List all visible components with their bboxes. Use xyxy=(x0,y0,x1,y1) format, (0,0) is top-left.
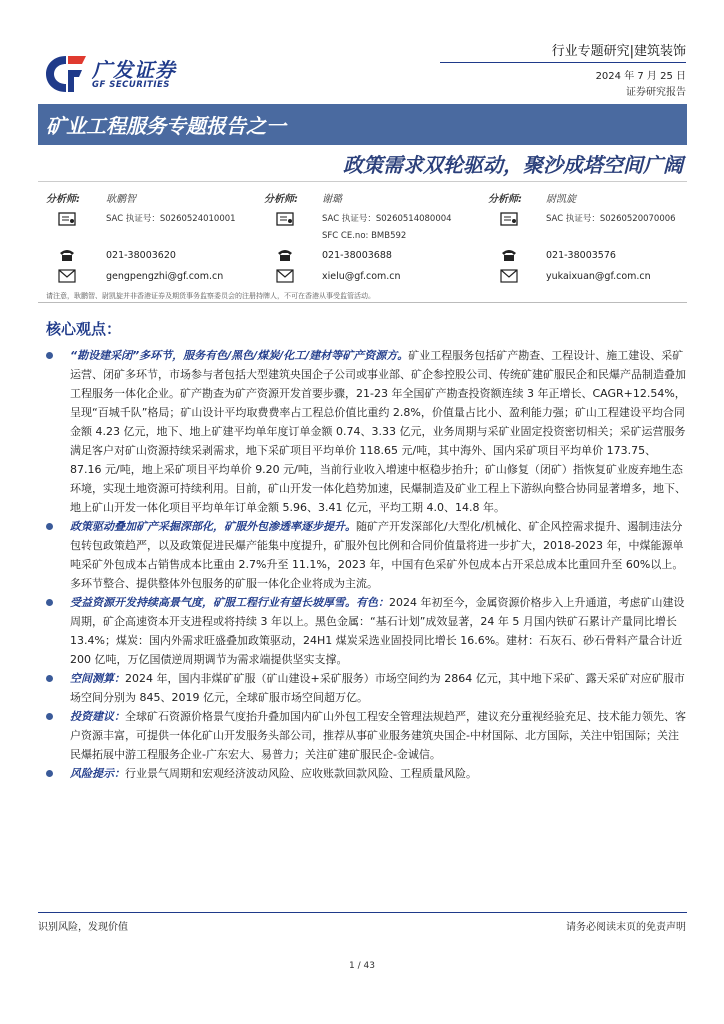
list-item xyxy=(46,669,687,707)
core-views-list xyxy=(46,346,687,783)
gf-logo-icon xyxy=(44,54,88,94)
bullet-lead: 投资建议： xyxy=(70,710,125,723)
bullet-dot-icon xyxy=(46,599,53,606)
phone-icon xyxy=(500,248,518,262)
subtitle-banner xyxy=(38,145,687,182)
analyst-name: 谢璐 xyxy=(322,194,342,205)
report-category: 行业专题研究|建筑装饰 xyxy=(551,44,686,59)
bullet-text: 矿业工程服务包括矿产勘查、工程设计、施工建设、采矿运营、闭矿多环节，市场参与者包括大型建筑央国企子公司或事业部、矿企参控股公司、传统矿建矿服民企和民爆产品制造叠加工程服务一体化企业。矿产勘查为矿产资源开发首要步骤，21-23 年全国矿产勘查投资额连续 3 年正增长、CAGR+12.54%，呈现“百城千队”格局；矿山设计平均取费费率占工程总价值比重约 2.8%，价值量占比小、盈利能力强；矿山工程建设平均合同金额 4.23 亿元，地下、地上矿建平均单年度订单金额 0.74、3.33 亿元，业务周期与采矿业固定投资密切相关；采矿运营服务满足客户对矿山资源持续采剥需求，地下采矿项目平均单价 118.65 元/吨，其中海外、国内采矿项目平均单价 173.75、87.16 元/吨，地上采矿项目平均单价 9.20 元/吨，当前行业收入增速中枢稳步抬升；矿山修复（闭矿）指恢复矿业废弃地生态环境，实现土地资源可持续利用。目前，矿山开发一体化趋势加速，民爆制造及矿业工程上下游纵向整合协同显著增多，地下、地上矿山开发一体化项目平均单年订单金额 5.96、3.41 亿元，平均工期 4.0、14.8 年。 xyxy=(70,349,686,514)
footer-disclaimer-note: 请务必阅读末页的免责声明 xyxy=(566,922,686,933)
logo-text-cn: 广发证券 xyxy=(92,58,176,82)
bullet-dot-icon xyxy=(46,523,53,530)
bullet-lead: 空间测算： xyxy=(70,672,125,685)
analyst-disclaimer: 请注意，耿鹏智、尉凯旋并非香港证券及期货事务监察委员会的注册持牌人，不可在香港从事受监管活动。 xyxy=(46,292,375,300)
certificate-icon xyxy=(500,212,518,226)
analyst-phone: 021-38003576 xyxy=(546,250,616,261)
bullet-text: 2024 年初至今，金属资源价格步入上升通道，考虑矿山建设周期，矿企高速资本开支进程或将持续 3 年以上。黑色金属：“基石计划”成效显著，24 年 5 月国内铁矿石累计产量同比增长 13.4%；煤炭：国内外需求旺盛叠加政策驱动，24H1 煤炭采选业固投同比增长 16.6%。建材：石灰石、砂石骨料产量合计近 200 亿吨，万亿国债逆周期调节为需求端提供坚实支撑。 xyxy=(70,596,685,666)
bullet-text: 行业景气周期和宏观经济波动风险、应收账款回款风险、工程质量风险。 xyxy=(125,767,477,780)
list-item xyxy=(46,707,687,764)
list-item xyxy=(46,593,687,669)
analyst-email[interactable]: gengpengzhi@gf.com.cn xyxy=(106,271,224,282)
core-views-title: 核心观点： xyxy=(46,320,122,338)
bullet-lead: 政策驱动叠加矿产采掘深部化，矿服外包渗透率逐步提升。 xyxy=(70,520,356,533)
analyst-sac: SAC 执证号：S0260520070006 xyxy=(546,214,676,224)
certificate-icon xyxy=(58,212,76,226)
list-item xyxy=(46,346,687,517)
bullet-lead: 受益资源开发持续高景气度，矿服工程行业有望长坡厚雪。有色： xyxy=(70,596,389,609)
bullet-text: 2024 年，国内非煤矿矿服（矿山建设+采矿服务）市场空间约为 2864 亿元，其中地下采矿、露天采矿对应矿服市场空间分别为 845、2019 亿元，全球矿服市场空间超万亿。 xyxy=(70,672,685,704)
analyst-label: 分析师: xyxy=(264,194,298,205)
bullet-dot-icon xyxy=(46,352,53,359)
bullet-dot-icon xyxy=(46,713,53,720)
email-icon xyxy=(500,269,518,283)
report-type: 证券研究报告 xyxy=(626,87,686,98)
analyst-label: 分析师: xyxy=(488,194,522,205)
email-icon xyxy=(58,269,76,283)
logo-text-en: GF SECURITIES xyxy=(92,80,170,90)
bullet-lead: 风险提示： xyxy=(70,767,125,780)
list-item xyxy=(46,517,687,593)
list-item xyxy=(46,764,687,783)
analyst-name: 尉凯旋 xyxy=(546,194,576,205)
analyst-email[interactable]: yukaixuan@gf.com.cn xyxy=(546,271,651,282)
phone-icon xyxy=(276,248,294,262)
analyst-phone: 021-38003688 xyxy=(322,250,392,261)
report-date: 2024 年 7 月 25 日 xyxy=(595,71,686,82)
phone-icon xyxy=(58,248,76,262)
section-divider xyxy=(38,302,687,303)
title-banner xyxy=(38,104,687,145)
certificate-icon xyxy=(276,212,294,226)
analyst-label: 分析师: xyxy=(46,194,80,205)
analyst-phone: 021-38003620 xyxy=(106,250,176,261)
header-divider xyxy=(440,62,686,63)
page-number: 1 / 43 xyxy=(349,961,375,971)
analyst-sac: SAC 执证号：S0260524010001 xyxy=(106,214,236,224)
analyst-sfc: SFC CE.no: BMB592 xyxy=(322,231,407,241)
analyst-sac: SAC 执证号：S0260514080004 xyxy=(322,214,452,224)
analyst-name: 耿鹏智 xyxy=(106,194,136,205)
bullet-dot-icon xyxy=(46,675,53,682)
report-subtitle: 政策需求双轮驱动，聚沙成塔空间广阔 xyxy=(343,153,683,177)
email-icon xyxy=(276,269,294,283)
analyst-email[interactable]: xielu@gf.com.cn xyxy=(322,271,401,282)
bullet-text: 随矿产开发深部化/大型化/机械化、矿企风控需求提升、遏制违法分包转包政策趋严，以及政策促进民爆产能集中度提升，矿服外包比例和合同价值量将进一步扩大，2018-2023 年，中煤能源单吨采矿外包成本占销售成本比重由 2.7%升至 11.1%，2023 年，中国有色采矿外包成本占开采总成本比重回升至 60%以上。多环节整合、提供整体外包服务的矿服一体化企业将成为主流。 xyxy=(70,520,684,590)
footer-slogan: 识别风险，发现价值 xyxy=(38,922,128,933)
bullet-dot-icon xyxy=(46,770,53,777)
logo xyxy=(44,54,88,94)
report-title: 矿业工程服务专题报告之一 xyxy=(46,114,286,138)
bullet-lead: “勘设建采闭”多环节，服务有色/黑色/煤炭/化工/建材等矿产资源方。 xyxy=(70,349,409,362)
footer-divider xyxy=(38,912,687,913)
bullet-text: 全球矿石资源价格景气度抬升叠加国内矿山外包工程安全管理法规趋严，建议充分重视经验充足、技术能力领先、客户资源丰富，可提供一体化矿山开发服务头部公司，推荐从事矿业服务建筑央国企-中材国际、北方国际，关注中铝国际；关注民爆拓展中游工程服务企业-广东宏大、易普力；关注矿建矿服民企-金诚信。 xyxy=(70,710,686,761)
